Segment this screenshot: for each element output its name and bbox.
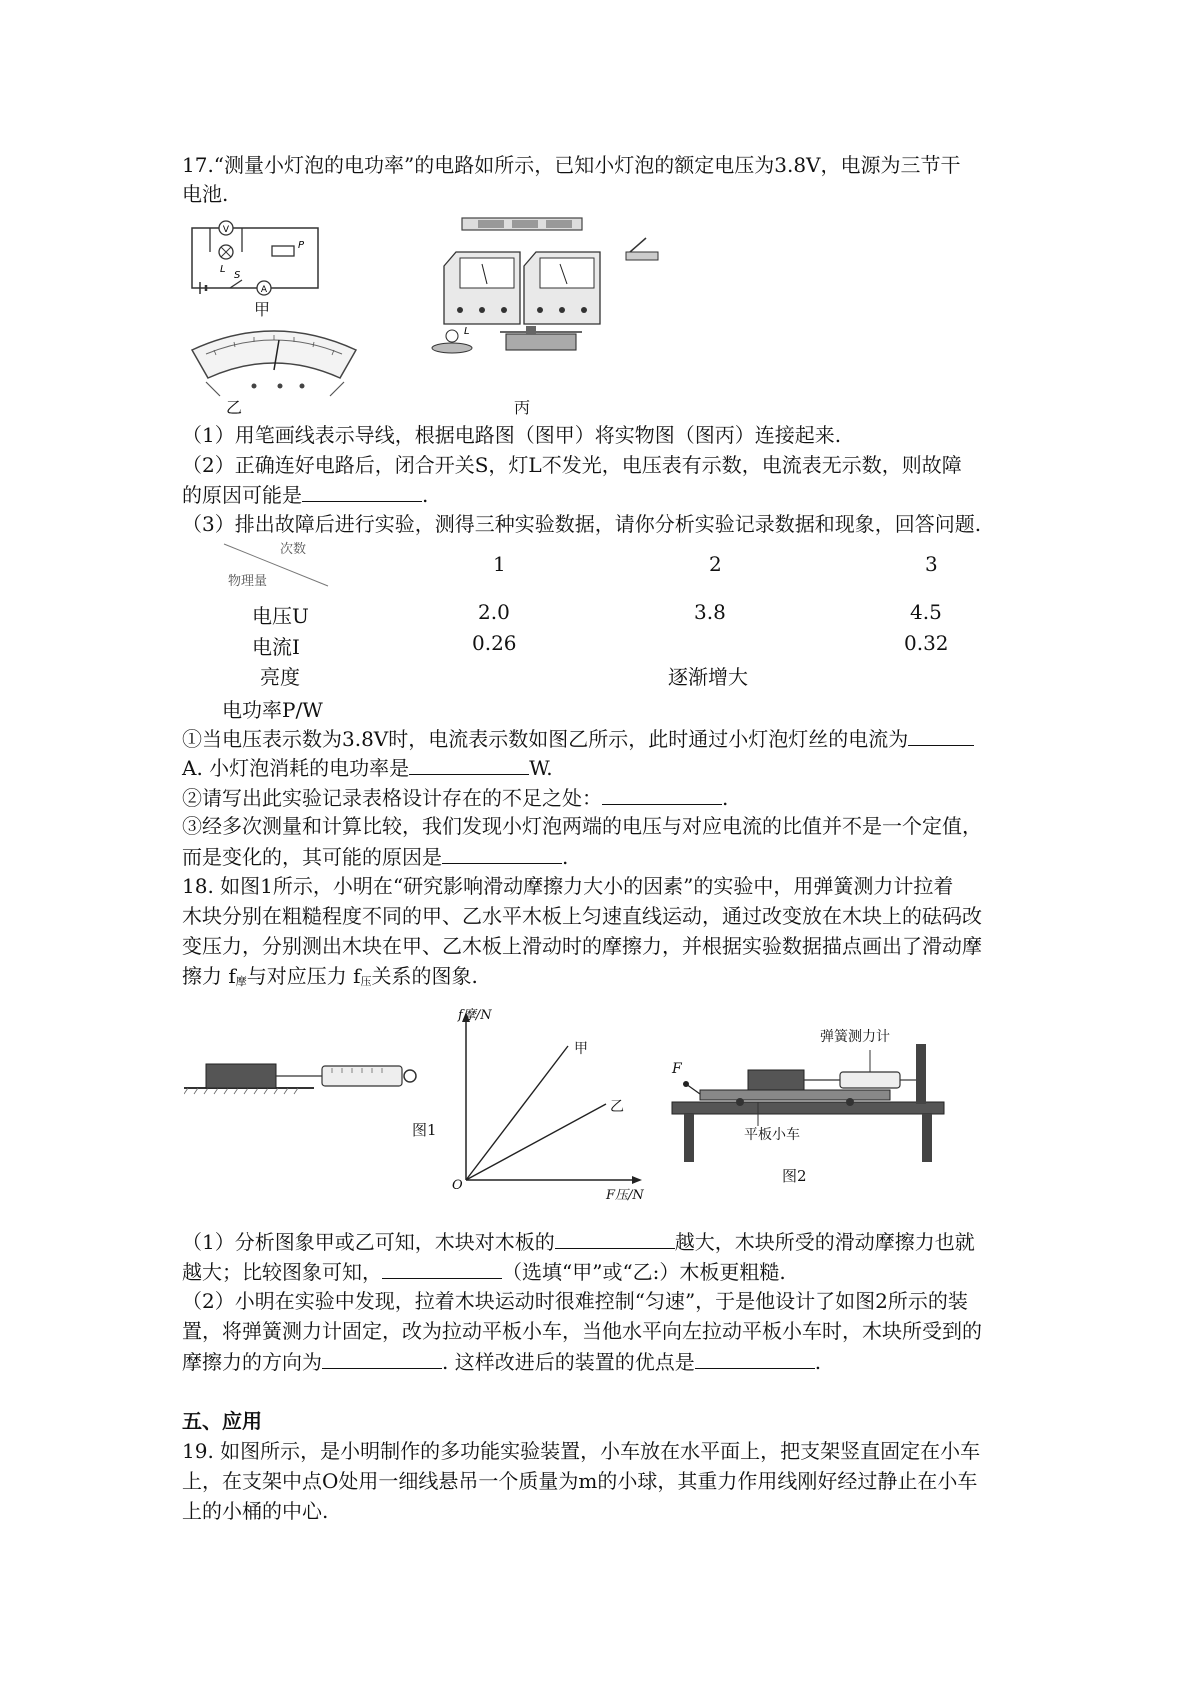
answer-blank[interactable] <box>322 1346 442 1369</box>
answer-blank[interactable] <box>602 782 722 805</box>
q17-sub1-line1 <box>182 723 974 754</box>
ammeter-device <box>524 252 600 324</box>
circuit-diagram-jia <box>180 216 330 306</box>
q18-part1-line2 <box>182 1256 786 1287</box>
line-yi-label: 乙 <box>610 1099 624 1115</box>
table-row-label: 亮度 <box>260 665 300 689</box>
answer-blank[interactable] <box>382 1256 502 1279</box>
table-row-label: 电功率P/W <box>222 698 323 722</box>
q18-p1-text2: 越大，木块所受的滑动摩擦力也就 <box>674 1230 975 1254</box>
q18-text: 擦力 f <box>182 964 236 988</box>
rheostat-device <box>500 326 582 350</box>
table-cell: 2.0 <box>478 600 510 624</box>
period: . <box>722 786 729 810</box>
cart-apparatus-figure <box>670 1040 950 1170</box>
spring-scale-label: 弹簧测力计 <box>820 1029 890 1045</box>
ammeter-dial-yi <box>184 320 364 402</box>
sub1-text: ①当电压表示数为3.8V时，电流表示数如图乙所示，此时通过小灯泡灯丝的电流为 <box>182 727 909 751</box>
q18-text: 与对应压力 f <box>246 964 361 988</box>
line-jia-label: 甲 <box>574 1041 588 1057</box>
fig-jia-caption: 甲 <box>254 300 271 319</box>
switch-label: S <box>234 270 241 281</box>
table-col-header: 3 <box>925 552 938 576</box>
block-spring-scale-figure <box>184 1040 434 1110</box>
spring-scale-2 <box>840 1072 900 1088</box>
sub1-text2: A. 小灯泡消耗的电功率是 <box>182 756 410 780</box>
table-cell: 逐渐增大 <box>668 665 748 689</box>
q18-line2: 木块分别在粗糙程度不同的甲、乙水平木板上匀速直线运动，通过改变放在木块上的砝码改 <box>182 904 982 928</box>
table-cell: 4.5 <box>910 600 942 624</box>
voltmeter-label: V <box>222 225 230 235</box>
voltmeter-device <box>444 252 520 324</box>
q18-p1-text4: （选填“甲”或“乙:）木板更粗糙. <box>502 1260 786 1284</box>
period: . <box>562 845 569 869</box>
answer-blank[interactable] <box>908 723 974 746</box>
line-jia <box>466 1046 568 1180</box>
table-corner-top: 次数 <box>280 542 307 557</box>
q18-p2-text2: . 这样改进后的装置的优点是 <box>442 1350 695 1374</box>
q18-part2-line1: （2）小明在实验中发现，拉着木块运动时很难控制“匀速”，于是他设计了如图2所示的装 <box>182 1289 968 1313</box>
period: . <box>814 1350 822 1374</box>
fig-yi-caption: 乙 <box>226 398 243 417</box>
q18-line4 <box>182 961 478 997</box>
q19-line1: 19. 如图所示，是小明制作的多功能实验装置，小车放在水平面上，把支架竖直固定在小车 <box>182 1439 981 1463</box>
flat-cart <box>700 1090 890 1100</box>
q18-part1-line1 <box>182 1226 975 1257</box>
ammeter-label: A <box>260 285 268 295</box>
q17-part2-text: 的原因可能是 <box>182 483 302 507</box>
graph-x-label: F压/N <box>606 1188 644 1203</box>
q19-line2: 上，在支架中点O处用一细线悬吊一个质量为m的小球，其重力作用线刚好经过静止在小车 <box>182 1469 978 1493</box>
slider-label: P <box>298 240 305 251</box>
apparatus-bing <box>430 214 670 394</box>
q17-part3: （3）排出故障后进行实验，测得三种实验数据，请你分析实验记录数据和现象，回答问题. <box>182 512 982 536</box>
table-row-label: 电流I <box>252 635 300 659</box>
fig2-caption: 图2 <box>782 1167 807 1185</box>
q18-line3: 变压力，分别测出木块在甲、乙木板上滑动时的摩擦力，并根据实验数据描点画出了滑动摩 <box>182 934 982 958</box>
support-post <box>916 1044 926 1104</box>
fig1-caption: 图1 <box>412 1121 437 1139</box>
line-yi <box>466 1104 606 1180</box>
wood-block <box>206 1064 276 1088</box>
graph-y-label: f摩/N <box>458 1008 492 1023</box>
wood-block-2 <box>748 1070 804 1090</box>
q17-stem-line2: 电池. <box>182 182 229 206</box>
answer-blank[interactable] <box>442 841 562 864</box>
q17-sub1-line2 <box>182 752 553 783</box>
switch-symbol <box>230 280 242 288</box>
q17-part1: （1）用笔画线表示导线，根据电路图（图甲）将实物图（图丙）连接起来. <box>182 423 842 447</box>
period: . <box>422 483 429 507</box>
graph-origin: O <box>452 1178 463 1193</box>
lamp-device-label: L <box>464 326 470 337</box>
q17-sub2 <box>182 782 728 813</box>
q19-line3: 上的小桶的中心. <box>182 1499 329 1523</box>
q17-stem-line1: 17.“测量小灯泡的电功率”的电路如所示，已知小灯泡的额定电压为3.8V，电源为三节干 <box>182 153 961 177</box>
answer-blank[interactable] <box>409 752 529 775</box>
sub3-text: 而是变化的，其可能的原因是 <box>182 845 442 869</box>
q17-part2-line1: （2）正确连好电路后，闭合开关S，灯L不发光，电压表有示数，电流表无示数，则故障 <box>182 453 962 477</box>
sub2-text: ②请写出此实验记录表格设计存在的不足之处： <box>182 786 602 810</box>
section-heading: 五、应用 <box>182 1409 262 1433</box>
cart-label: 平板小车 <box>744 1127 800 1143</box>
lamp-label: L <box>220 264 226 275</box>
fig-bing-caption: 丙 <box>514 398 531 417</box>
answer-blank[interactable] <box>302 479 422 502</box>
table-col-header: 1 <box>493 552 506 576</box>
answer-blank[interactable] <box>555 1226 675 1249</box>
q18-p2-text: 摩擦力的方向为 <box>182 1350 322 1374</box>
force-f-label: F <box>672 1061 682 1077</box>
q18-text: 关系的图象. <box>371 964 478 988</box>
table-cell: 0.26 <box>472 631 517 655</box>
switch-device <box>626 238 658 260</box>
table-corner-bottom: 物理量 <box>228 574 268 589</box>
lamp-device <box>432 326 472 353</box>
q18-part2-line2: 置，将弹簧测力计固定，改为拉动平板小车，当他水平向左拉动平板小车时，木块所受到的 <box>182 1319 982 1343</box>
table-row-label: 电压U <box>252 604 309 628</box>
q17-part2-line2 <box>182 479 428 510</box>
table-cell: 3.8 <box>694 600 726 624</box>
q18-p1-text3: 越大；比较图象可知， <box>182 1260 382 1284</box>
unit-w: W. <box>529 756 553 780</box>
q17-sub3-line2 <box>182 841 568 872</box>
q18-p1-text: （1）分析图象甲或乙可知，木块对木板的 <box>182 1230 555 1254</box>
subscript: 摩 <box>235 975 247 988</box>
answer-blank[interactable] <box>695 1346 815 1369</box>
subscript: 压 <box>360 975 372 988</box>
q17-sub3-line1: ③经多次测量和计算比较，我们发现小灯泡两端的电压与对应电流的比值并不是一个定值， <box>182 814 982 838</box>
table-cell: 0.32 <box>904 631 949 655</box>
q18-line1: 18. 如图1所示，小明在“研究影响滑动摩擦力大小的因素”的实验中，用弹簧测力计拉着 <box>182 874 954 898</box>
rheostat-symbol <box>272 246 294 256</box>
q18-part2-line3 <box>182 1346 821 1377</box>
table-col-header: 2 <box>709 552 722 576</box>
